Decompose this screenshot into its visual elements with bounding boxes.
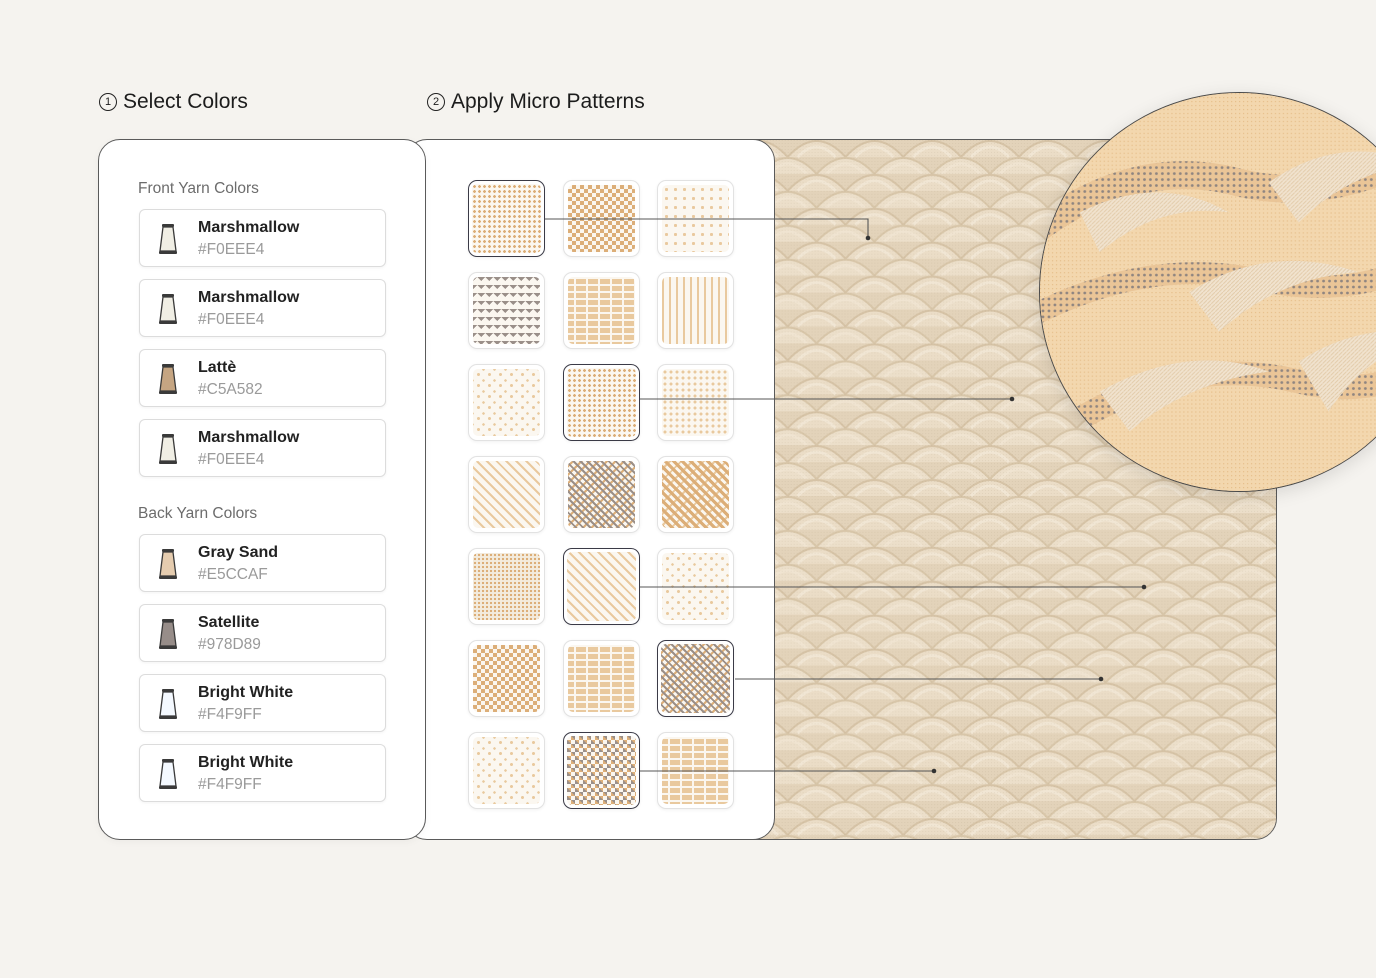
yarn-spool-icon	[157, 688, 179, 720]
pattern-tile-dots-sparse-tan[interactable]	[657, 180, 734, 257]
step-title-apply-patterns	[427, 90, 645, 114]
yarn-color-hex: #F4F9FF	[198, 776, 262, 793]
back-yarn-colors-label: Back Yarn Colors	[138, 505, 258, 522]
pattern-tile-grid-dots-light[interactable]	[657, 364, 734, 441]
pattern-tile-zigzag-gray[interactable]	[468, 272, 545, 349]
pattern-tile-herringbone-tan[interactable]	[657, 456, 734, 533]
yarn-color-name: Marshmallow	[198, 429, 300, 446]
pattern-tile-checker-tan[interactable]	[563, 180, 640, 257]
pattern-tile-stripes-vertical-tan[interactable]	[657, 272, 734, 349]
pattern-tile-brick-tan[interactable]	[563, 272, 640, 349]
yarn-color-card[interactable]	[139, 209, 386, 267]
step-number-badge: 2	[427, 93, 445, 111]
pattern-tile-grid-dots-tan[interactable]	[468, 180, 545, 257]
pattern-tile-checker-tan[interactable]	[468, 640, 545, 717]
pattern-swatch	[567, 552, 636, 621]
yarn-color-card[interactable]	[139, 674, 386, 732]
yarn-color-name: Lattè	[198, 359, 237, 376]
pattern-swatch	[568, 461, 635, 528]
pattern-swatch	[662, 553, 729, 620]
yarn-color-hex: #F0EEE4	[198, 241, 265, 258]
pattern-tile-diagonal-gray[interactable]	[563, 456, 640, 533]
pattern-tile-dots-scatter-light[interactable]	[657, 548, 734, 625]
pattern-swatch	[473, 277, 540, 344]
yarn-spool-icon	[157, 293, 179, 325]
yarn-color-name: Gray Sand	[198, 544, 279, 561]
yarn-color-card[interactable]	[139, 604, 386, 662]
pattern-tile-grid-dots-tan[interactable]	[563, 364, 640, 441]
pattern-tile-grid-fine-tan[interactable]	[468, 548, 545, 625]
pattern-swatch	[662, 737, 729, 804]
pattern-swatch	[473, 369, 540, 436]
pattern-tile-dots-scatter-light[interactable]	[468, 364, 545, 441]
pattern-swatch	[567, 368, 636, 437]
yarn-color-card[interactable]	[139, 279, 386, 337]
pattern-tile-diagonal-light[interactable]	[468, 456, 545, 533]
yarn-spool-icon	[157, 618, 179, 650]
yarn-spool-icon	[157, 223, 179, 255]
step-label: Apply Micro Patterns	[451, 90, 645, 113]
yarn-color-name: Marshmallow	[198, 219, 300, 236]
yarn-spool-icon	[157, 433, 179, 465]
pattern-swatch	[568, 185, 635, 252]
pattern-swatch	[473, 645, 540, 712]
yarn-color-hex: #978D89	[198, 636, 261, 653]
yarn-color-hex: #E5CCAF	[198, 566, 268, 583]
colors-panel	[98, 139, 426, 840]
yarn-color-card[interactable]	[139, 349, 386, 407]
yarn-color-card[interactable]	[139, 419, 386, 477]
front-yarn-colors-label: Front Yarn Colors	[138, 180, 259, 197]
step-title-select-colors	[99, 90, 248, 114]
pattern-swatch	[568, 277, 635, 344]
pattern-tile-dots-scatter-light[interactable]	[468, 732, 545, 809]
yarn-color-hex: #C5A582	[198, 381, 263, 398]
yarn-color-name: Marshmallow	[198, 289, 300, 306]
pattern-tile-brick-tan[interactable]	[657, 732, 734, 809]
yarn-color-hex: #F0EEE4	[198, 451, 265, 468]
yarn-color-name: Bright White	[198, 684, 294, 701]
pattern-tile-diagonal-gray[interactable]	[657, 640, 734, 717]
yarn-color-card[interactable]	[139, 534, 386, 592]
yarn-spool-icon	[157, 548, 179, 580]
step-label: Select Colors	[123, 90, 248, 113]
pattern-swatch	[473, 737, 540, 804]
pattern-tile-diagonal-light[interactable]	[563, 548, 640, 625]
yarn-color-name: Satellite	[198, 614, 260, 631]
pattern-swatch	[662, 185, 729, 252]
patterns-panel	[405, 139, 775, 840]
pattern-swatch	[473, 461, 540, 528]
pattern-swatch	[568, 645, 635, 712]
yarn-spool-icon	[157, 758, 179, 790]
step-number-badge: 1	[99, 93, 117, 111]
yarn-color-name: Bright White	[198, 754, 294, 771]
pattern-swatch	[661, 644, 730, 713]
pattern-tile-checker-gray[interactable]	[563, 732, 640, 809]
pattern-swatch	[472, 184, 541, 253]
yarn-color-card[interactable]	[139, 744, 386, 802]
yarn-color-hex: #F4F9FF	[198, 706, 262, 723]
pattern-swatch	[662, 277, 729, 344]
pattern-swatch	[473, 553, 540, 620]
pattern-swatch	[567, 736, 636, 805]
yarn-color-hex: #F0EEE4	[198, 311, 265, 328]
pattern-swatch	[662, 369, 729, 436]
pattern-swatch	[662, 461, 729, 528]
yarn-spool-icon	[157, 363, 179, 395]
pattern-tile-brick-tan[interactable]	[563, 640, 640, 717]
